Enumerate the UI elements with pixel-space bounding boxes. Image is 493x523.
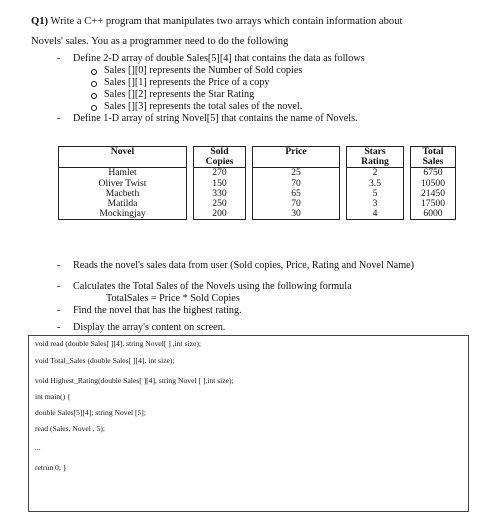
bullet-dash: -: [57, 113, 61, 124]
question-text-1: Write a C++ program that manipulates two arrays which contain information about: [48, 16, 403, 27]
bullet-dash: -: [57, 305, 61, 316]
table-cell: 2: [372, 167, 378, 179]
table-body-row: [59, 168, 456, 220]
bullet-define-2d-array: Define 2-D array of double Sales[5][4] that contains the data as follows: [73, 53, 365, 64]
sub-bullet-sold-copies: Sales [][0] represents the Number of Sold copies: [104, 65, 303, 76]
circle-bullet-icon: [91, 69, 97, 75]
header-price: Price: [253, 147, 340, 168]
sub-bullet-star-rating: Sales [][2] represents the Star Rating: [104, 89, 255, 100]
code-line: retrun 0; }: [35, 463, 67, 472]
table-cell: 70: [291, 177, 301, 189]
question-line-2: Novels' sales. You as a programmer need to do the following: [31, 36, 289, 47]
table-cell: 150: [212, 177, 227, 189]
table-cell: Matilda: [107, 197, 138, 209]
table-cell: 21450: [421, 187, 445, 199]
code-line: double Sales[5][4]; string Novel [5];: [35, 408, 146, 417]
total-column: [411, 168, 456, 220]
table-cell: 6000: [423, 208, 443, 220]
circle-bullet-icon: [91, 93, 97, 99]
table-cell: 17500: [421, 197, 445, 209]
sub-bullet-total-sales: Sales [][3] represents the total sales of the novel.: [104, 101, 303, 112]
table-cell: Macbeth: [105, 187, 140, 199]
table-cell: 250: [212, 197, 227, 209]
question-line-1: [31, 15, 402, 28]
code-line: int main() {: [35, 392, 71, 401]
code-line: ...: [35, 443, 41, 452]
table-cell: 3: [372, 197, 378, 209]
table-cell: 10500: [421, 177, 445, 189]
code-line: void read (double Sales[ ][4], string Novel[ ] ,int size);: [35, 339, 201, 348]
sold-column: [194, 168, 246, 220]
table-cell: 200: [212, 208, 227, 220]
header-total-sales: Total Sales: [411, 147, 456, 168]
table-cell: 65: [291, 187, 301, 199]
header-sold-copies: Sold Copies: [194, 147, 246, 168]
code-line: void Total_Sales (double Sales[ ][4], int size);: [35, 356, 175, 365]
sub-bullet-price: Sales [][1] represents the Price of a copy: [104, 77, 270, 88]
table-cell: 30: [291, 208, 301, 220]
table-cell: 330: [212, 187, 227, 199]
table-cell: 270: [212, 167, 227, 179]
table-cell: Oliver Twist: [98, 177, 147, 189]
bullet-dash: -: [57, 322, 61, 333]
table-cell: Mockingjay: [99, 208, 146, 220]
circle-bullet-icon: [91, 105, 97, 111]
table-cell: 70: [291, 197, 301, 209]
table-cell: 25: [291, 167, 301, 179]
circle-bullet-icon: [91, 81, 97, 87]
sales-table: [58, 146, 456, 220]
bullet-dash: -: [57, 260, 61, 271]
code-line: read (Sales, Novel , 5);: [35, 424, 106, 433]
bullet-define-1d-array: Define 1-D array of string Novel[5] that contains the name of Novels.: [73, 113, 358, 124]
table-header-row: [59, 147, 456, 168]
bullet-read-data: Reads the novel's sales data from user (Sold copies, Price, Rating and Novel Name): [73, 260, 415, 271]
table-cell: 6750: [423, 167, 443, 179]
novel-column: [59, 168, 187, 220]
table-cell: Hamlet: [108, 167, 137, 179]
stars-column: [347, 168, 404, 220]
table-cell: 4: [372, 208, 378, 220]
header-stars-rating: Stars Rating: [347, 147, 404, 168]
bullet-calculate-total: Calculates the Total Sales of the Novels using the following formula: [73, 281, 352, 292]
bullet-display-array: Display the array's content on screen.: [73, 322, 226, 333]
bullet-dash: -: [57, 53, 61, 64]
question-number: Q1): [31, 16, 49, 27]
table-cell: 3.5: [369, 177, 381, 189]
formula-text: TotalSales = Price * Sold Copies: [106, 293, 240, 304]
table-cell: 5: [372, 187, 378, 199]
code-line: void Highest_Rating(double Sales[ ][4], string Novel [ ],int size);: [35, 376, 234, 385]
header-novel: Novel: [59, 147, 187, 168]
bullet-highest-rating: Find the novel that has the highest rating.: [73, 305, 242, 316]
bullet-dash: -: [57, 281, 61, 292]
price-column: [253, 168, 340, 220]
